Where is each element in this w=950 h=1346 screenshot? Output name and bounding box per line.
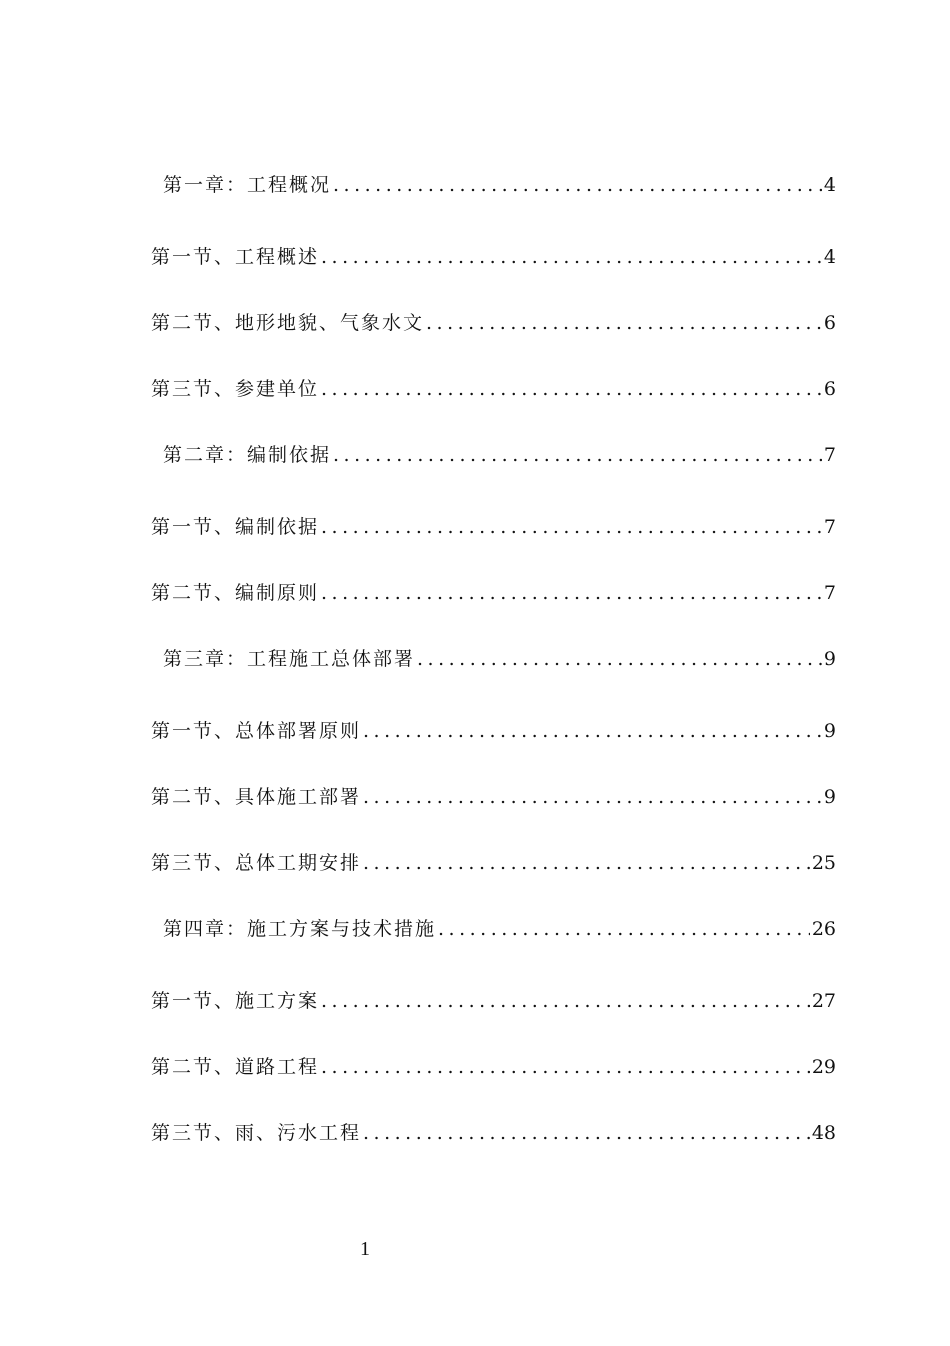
toc-dot-leader — [363, 720, 822, 742]
toc-dot-leader — [363, 786, 822, 808]
toc-dot-leader — [321, 582, 822, 604]
toc-entry-title: 第一节、施工方案 — [151, 990, 320, 1012]
toc-entry-section[interactable] — [151, 848, 836, 878]
toc-dot-leader — [363, 1122, 810, 1144]
toc-entry-section[interactable] — [151, 308, 836, 338]
toc-dot-leader — [333, 174, 822, 196]
toc-entry-section[interactable] — [151, 578, 836, 608]
toc-entry-section[interactable] — [151, 716, 836, 746]
toc-entry-title: 第四章：施工方案与技术措施 — [163, 918, 437, 940]
toc-entry-section[interactable] — [151, 986, 836, 1016]
toc-entry-page: 48 — [811, 1122, 836, 1144]
toc-entry-page: 4 — [823, 246, 836, 268]
toc-entry-chapter-1[interactable] — [163, 170, 836, 200]
toc-entry-section[interactable] — [151, 1052, 836, 1082]
toc-entry-section[interactable] — [151, 512, 836, 542]
toc-entry-section[interactable] — [151, 782, 836, 812]
toc-dot-leader — [321, 516, 822, 538]
toc-entry-page: 9 — [823, 720, 836, 742]
toc-dot-leader — [438, 918, 810, 940]
toc-entry-title: 第二章：编制依据 — [163, 444, 332, 466]
toc-entry-title: 第三章：工程施工总体部署 — [163, 648, 416, 670]
toc-dot-leader — [321, 990, 810, 1012]
toc-entry-page: 4 — [823, 174, 836, 196]
toc-entry-section[interactable] — [151, 242, 836, 272]
toc-entry-title: 第一节、编制依据 — [151, 516, 320, 538]
toc-entry-page: 9 — [823, 786, 836, 808]
toc-entry-page: 7 — [823, 444, 836, 466]
toc-entry-page: 27 — [811, 990, 836, 1012]
toc-entry-title: 第二节、编制原则 — [151, 582, 320, 604]
toc-entry-title: 第一章：工程概况 — [163, 174, 332, 196]
toc-entry-page: 6 — [823, 312, 836, 334]
toc-entry-title: 第二节、具体施工部署 — [151, 786, 362, 808]
toc-entry-title: 第一节、总体部署原则 — [151, 720, 362, 742]
toc-dot-leader — [321, 246, 822, 268]
toc-dot-leader — [426, 312, 822, 334]
toc-entry-title: 第一节、工程概述 — [151, 246, 320, 268]
toc-dot-leader — [363, 852, 810, 874]
toc-entry-title: 第二节、道路工程 — [151, 1056, 320, 1078]
toc-entry-page: 26 — [811, 918, 836, 940]
toc-entry-title: 第三节、雨、污水工程 — [151, 1122, 362, 1144]
toc-dot-leader — [333, 444, 822, 466]
toc-dot-leader — [321, 378, 822, 400]
toc-entry-page: 25 — [811, 852, 836, 874]
toc-entry-title: 第三节、总体工期安排 — [151, 852, 362, 874]
toc-entry-page: 7 — [823, 516, 836, 538]
toc-entry-chapter-4[interactable] — [163, 914, 836, 944]
page-number: 1 — [360, 1238, 370, 1260]
toc-entry-chapter-3[interactable] — [163, 644, 836, 674]
toc-entry-title: 第三节、参建单位 — [151, 378, 320, 400]
toc-entry-chapter-2[interactable] — [163, 440, 836, 470]
toc-entry-section[interactable] — [151, 374, 836, 404]
toc-dot-leader — [417, 648, 822, 670]
toc-entry-page: 29 — [811, 1056, 836, 1078]
toc-entry-title: 第二节、地形地貌、气象水文 — [151, 312, 425, 334]
toc-dot-leader — [321, 1056, 810, 1078]
toc-entry-page: 9 — [823, 648, 836, 670]
toc-entry-page: 6 — [823, 378, 836, 400]
toc-entry-section[interactable] — [151, 1118, 836, 1148]
toc-entry-page: 7 — [823, 582, 836, 604]
